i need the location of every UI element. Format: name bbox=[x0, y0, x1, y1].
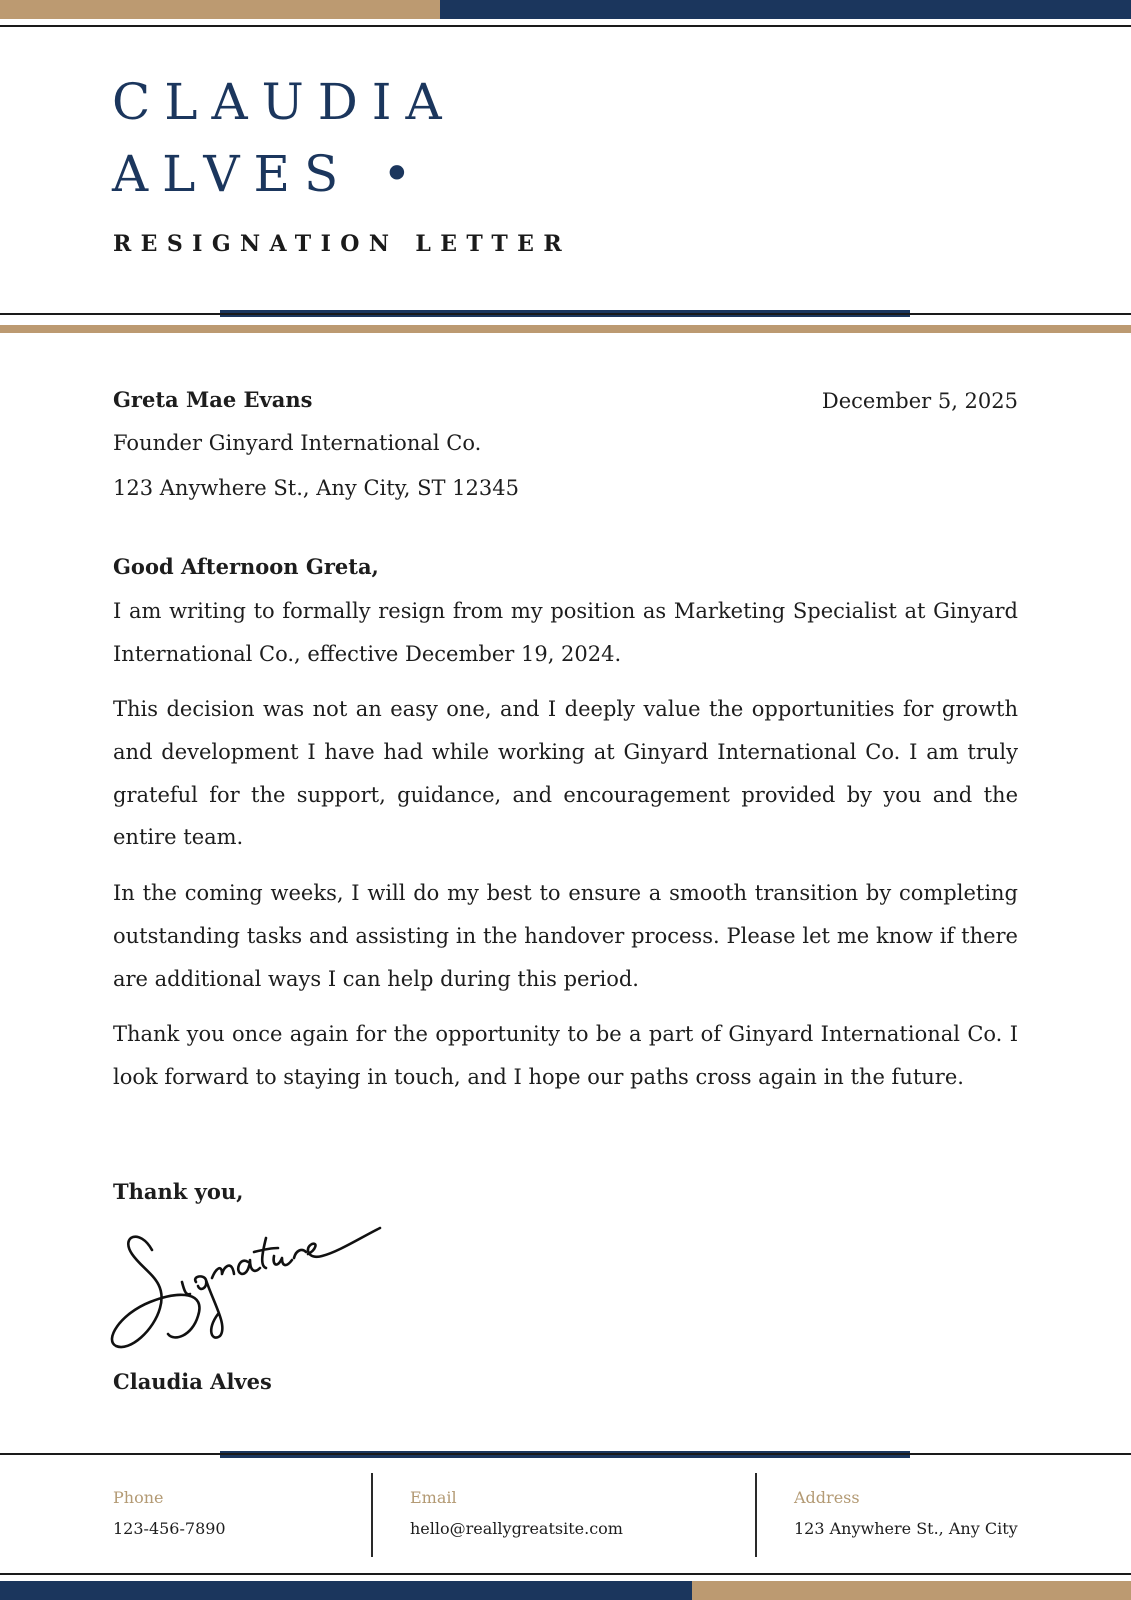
footer-divider-1 bbox=[371, 1473, 373, 1557]
closing: Thank you, bbox=[113, 1179, 244, 1204]
greeting: Good Afternoon Greta, bbox=[113, 554, 379, 579]
name-last: ALVES • bbox=[112, 145, 426, 203]
top-gold-bar bbox=[0, 0, 440, 19]
body-paragraph-1: I am writing to formally resign from my position as Marketing Specialist at Ginyard International Co., effective December 19, 2024. bbox=[113, 599, 1018, 666]
recipient-title: Founder Ginyard International Co. bbox=[113, 431, 482, 455]
bottom-gold-bar bbox=[692, 1581, 1131, 1600]
bottom-navy-bar bbox=[0, 1581, 692, 1600]
header-gold-strip bbox=[0, 325, 1131, 333]
address-label: Address bbox=[794, 1488, 860, 1507]
top-rule bbox=[0, 25, 1131, 27]
footer-divider-2 bbox=[755, 1473, 757, 1557]
body-paragraph-2: This decision was not an easy one, and I deeply value the opportunities for growth and development I have had while working at Ginyard International Co. I am truly grateful for the support, guidance, and encouragement provided by you and the entire team. bbox=[113, 697, 1018, 850]
email-value[interactable]: hello@reallygreatsite.com bbox=[410, 1519, 623, 1538]
signer-name: Claudia Alves bbox=[113, 1369, 272, 1394]
recipient-address: 123 Anywhere St., Any City, ST 12345 bbox=[113, 476, 519, 500]
phone-value: 123-456-7890 bbox=[113, 1519, 226, 1538]
body-paragraph-3: In the coming weeks, I will do my best to ensure a smooth transition by completing outstanding tasks and assisting in the handover process. Please let me know if there are additional ways I can help during this period. bbox=[113, 881, 1018, 991]
top-navy-bar bbox=[440, 0, 1131, 19]
signature-graphic bbox=[110, 1218, 390, 1358]
name-first: CLAUDIA bbox=[112, 73, 456, 131]
letter-date: December 5, 2025 bbox=[821, 389, 1018, 413]
bottom-rule bbox=[0, 1573, 1131, 1575]
document-title: RESIGNATION LETTER bbox=[113, 231, 572, 257]
body-paragraph-4: Thank you once again for the opportunity to be a part of Ginyard International Co. I look forward to staying in touch, and I hope our paths cross again in the future. bbox=[113, 1022, 1018, 1089]
recipient-name: Greta Mae Evans bbox=[113, 387, 313, 412]
email-label: Email bbox=[410, 1488, 457, 1507]
address-value: 123 Anywhere St., Any City bbox=[794, 1519, 1018, 1538]
footer-top-rule bbox=[0, 1453, 1131, 1455]
phone-label: Phone bbox=[113, 1488, 164, 1507]
header-rule bbox=[0, 313, 1131, 315]
